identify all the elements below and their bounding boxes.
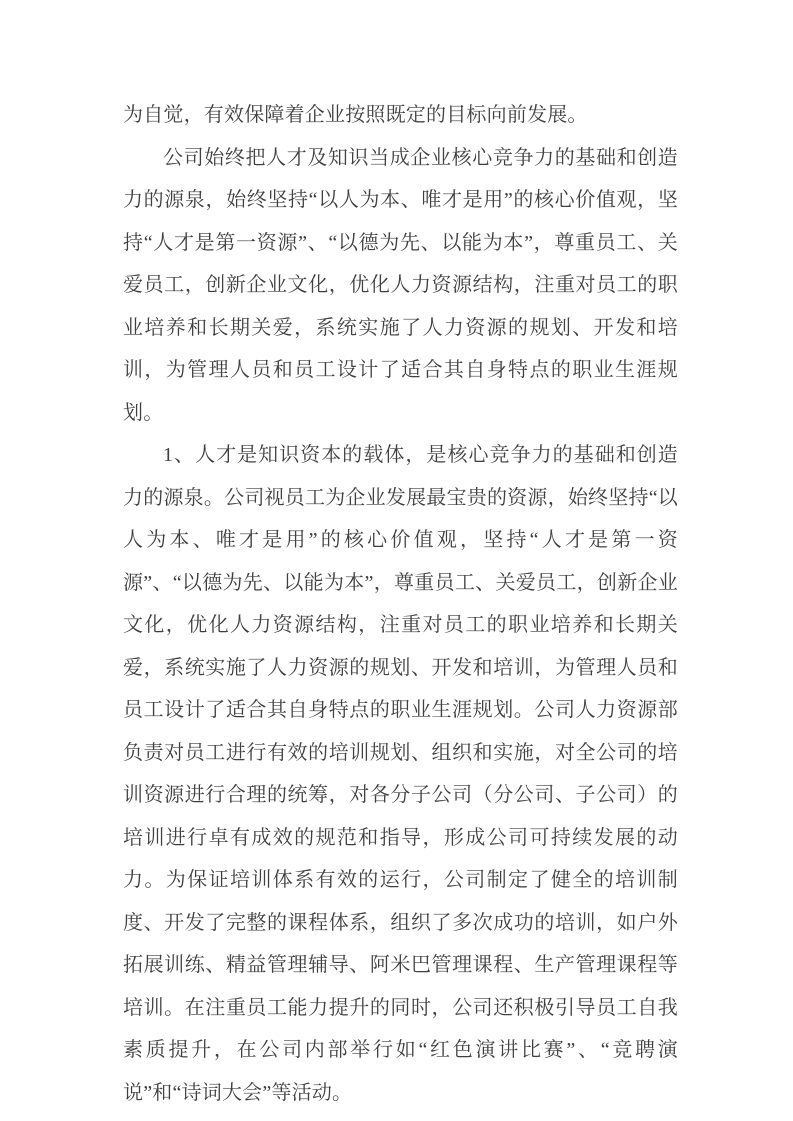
paragraph: 1、人才是知识资本的载体，是核心竞争力的基础和创造力的源泉。公司视员工为企业发展最宝贵的资源，始终坚持“以人为本、唯才是用”的核心价值观，坚持“人才是第一资源”、“以德为先、以能为本”，尊重员工、关爱员工，创新企业文化，优化人力资源结构，注重对员工的职业培养和长期关爱，系统实施了人力资源的规划、开发和培训，为管理人员和员工设计了适合其自身特点的职业生涯规划。公司人力资源部负责对员工进行有效的培训规划、组织和实施，对全公司的培训资源进行合理的统筹，对各分子公司（分公司、子公司）的培训进行卓有成效的规范和指导，形成公司可持续发展的动力。为保证培训体系有效的运行，公司制定了健全的培训制度、开发了完整的课程体系，组织了多次成功的培训，如户外拓展训练、精益管理辅导、阿米巴管理课程、生产管理课程等培训。在注重员工能力提升的同时，公司还积极引导员工自我素质提升，在公司内部举行如“红色演讲比赛”、“竞聘演说”和“诗词大会”等活动。 xyxy=(123,444,678,1104)
document-text-block xyxy=(123,94,678,1114)
paragraph: 为自觉，有效保障着企业按照既定的目标向前发展。 xyxy=(123,104,588,126)
paragraph: 公司始终把人才及知识当成企业核心竞争力的基础和创造力的源泉，始终坚持“以人为本、唯才是用”的核心价值观，坚持“人才是第一资源”、“以德为先、以能为本”，尊重员工、关爱员工，创新企业文化，优化人力资源结构，注重对员工的职业培养和长期关爱，系统实施了人力资源的规划、开发和培训，为管理人员和员工设计了适合其自身特点的职业生涯规划。 xyxy=(123,146,678,424)
